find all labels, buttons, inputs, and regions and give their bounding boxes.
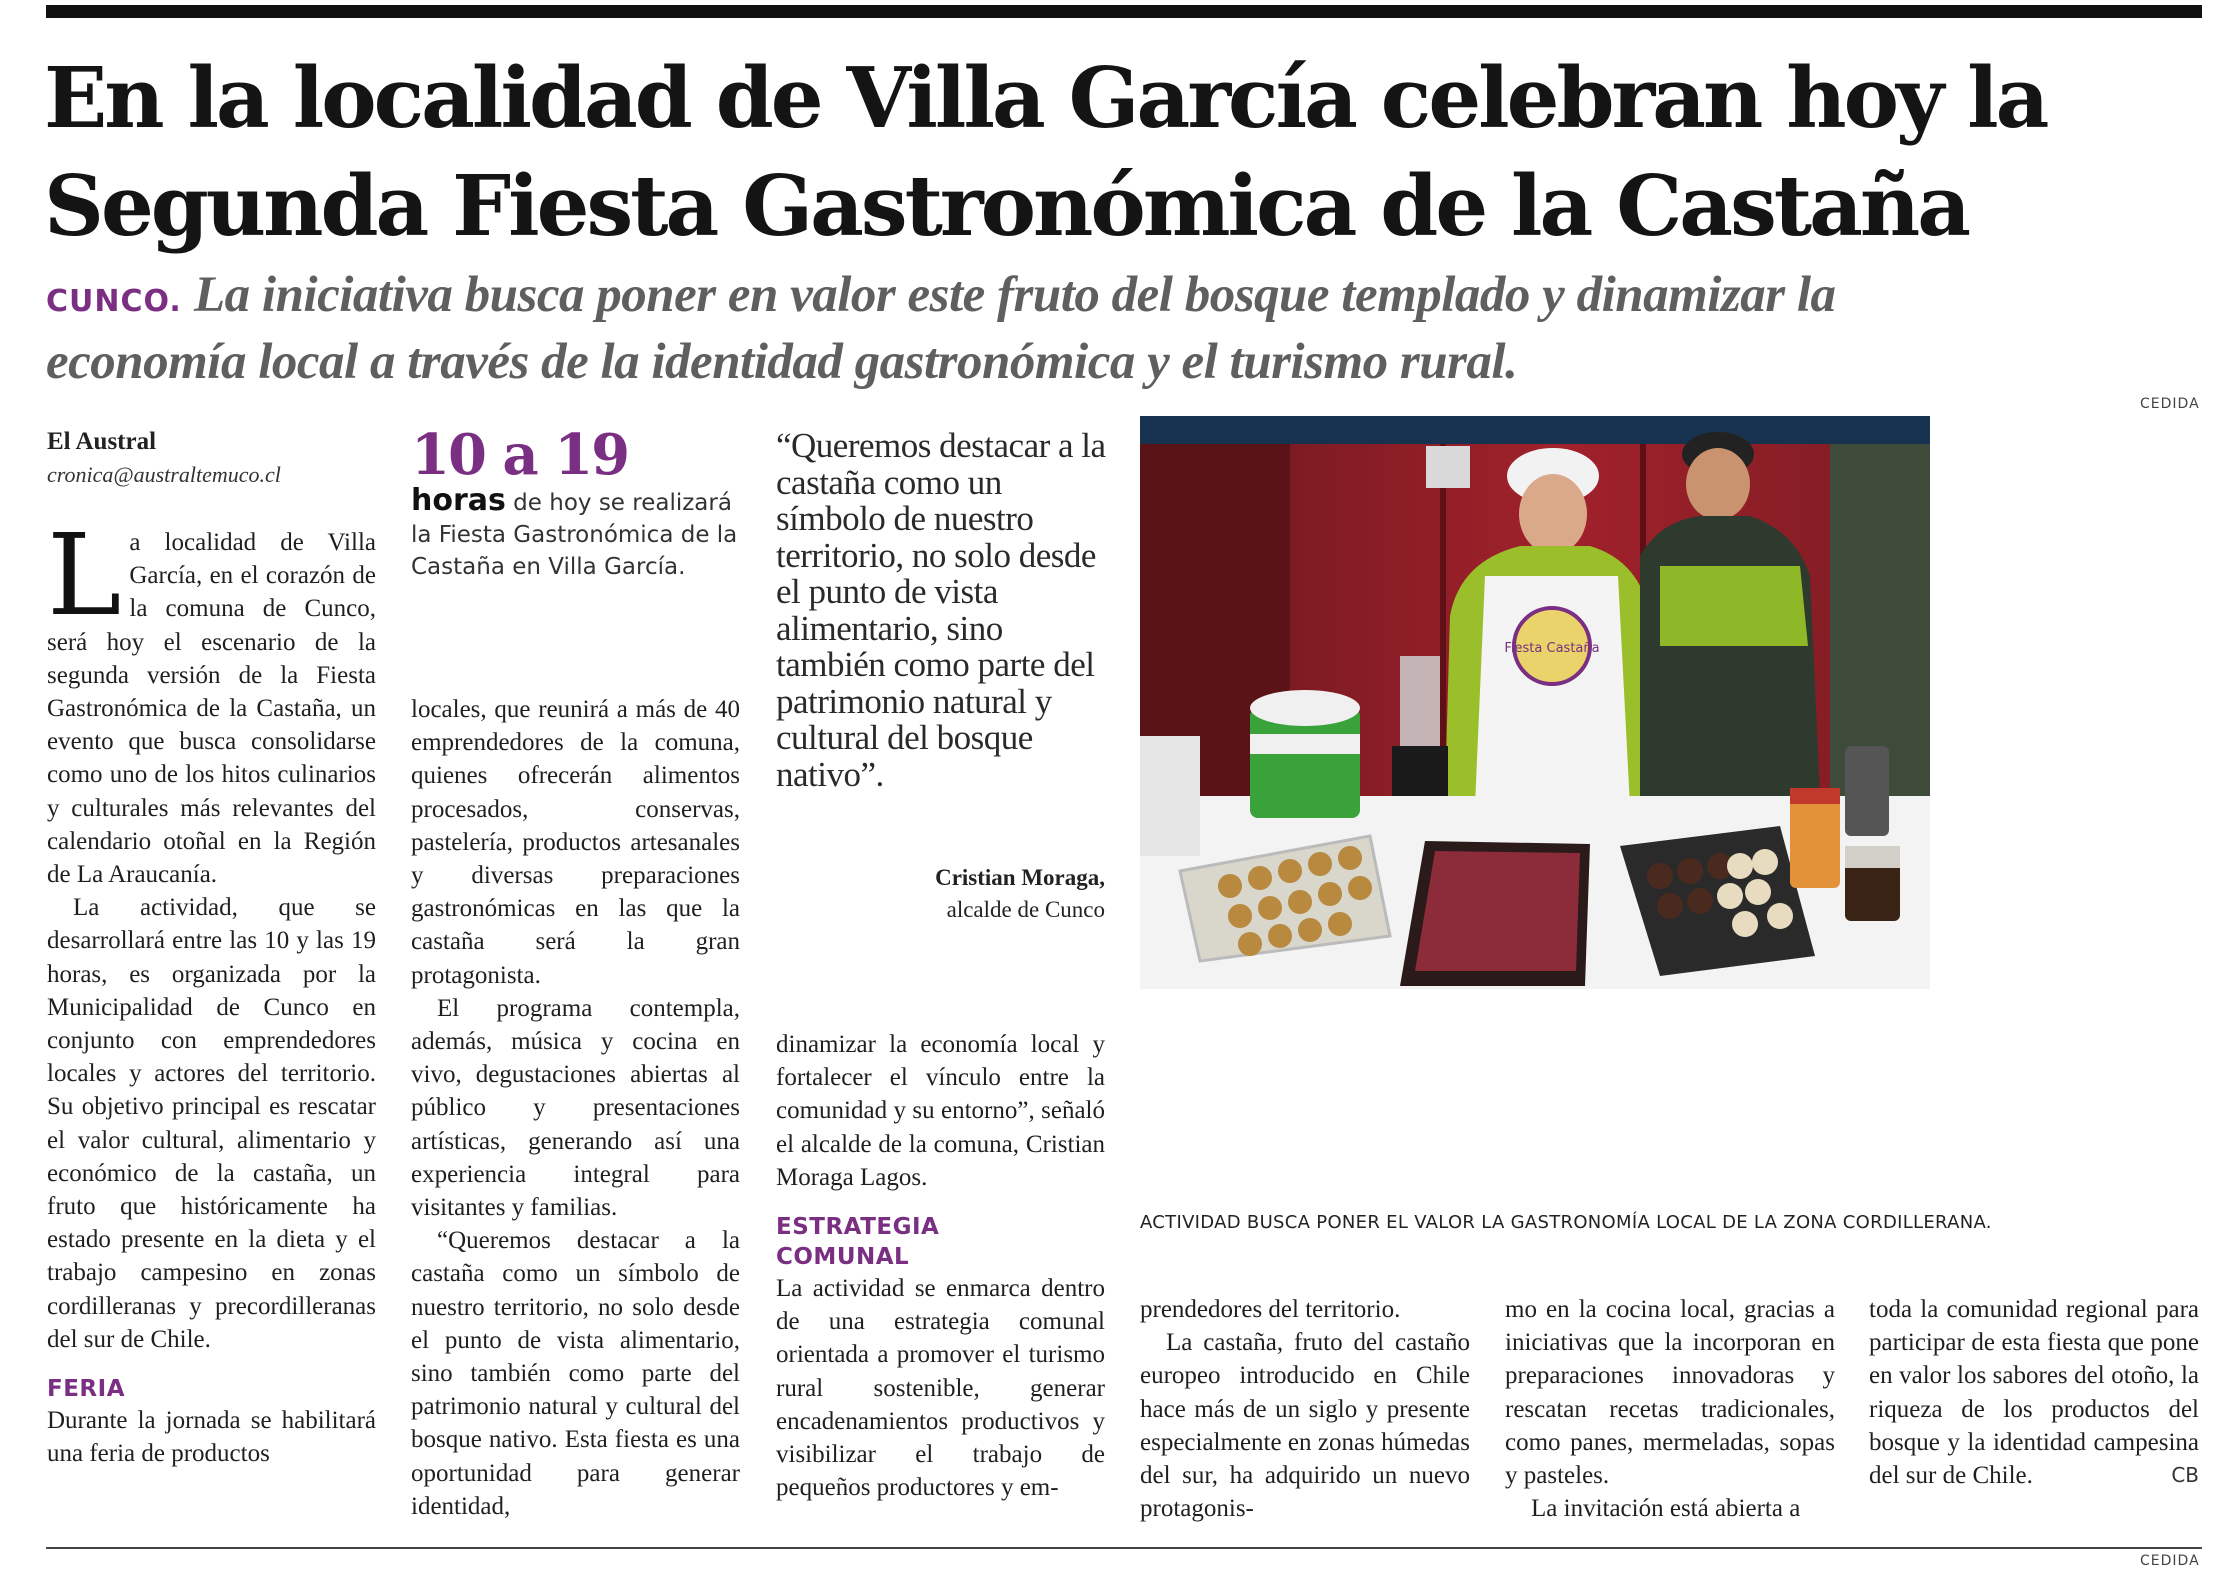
paragraph: El programa contempla, además, música y cocina en vivo, degustaciones abiertas al público y presentaciones artísticas, generando así una experiencia integral para visitantes y familias.: [411, 994, 740, 1222]
subhead-line-2: COMUNAL: [776, 1244, 910, 1271]
article-column-6: [1869, 1293, 2199, 1492]
fact-body: de hoy se realizará la Fiesta Gastronómica de la Castaña en Villa García.: [411, 490, 738, 580]
byline-author: El Austral: [47, 428, 157, 455]
article-column-1: [47, 511, 376, 1470]
headline-line-2: Segunda Fiesta Gastronómica de la Castaña: [44, 157, 1969, 255]
paragraph-text: toda la comunidad regional para participar de esta fiesta que pone en valor los sabores del otoño, la riqueza de los productos del bosque y la identidad campesina del sur de Chile.: [1869, 1296, 2199, 1490]
article-photo: [1140, 416, 1930, 989]
paragraph: prendedores del territorio.: [1140, 1296, 1401, 1323]
paragraph: locales, que reunirá a más de 40 emprendedores de la comuna, quienes ofrecerán alimentos procesados, conservas, pastelería, productos artesanales y diversas preparaciones gastronómicas en las que la castaña será la gran protagonista.: [411, 696, 740, 989]
photo-caption: ACTIVIDAD BUSCA PONER EL VALOR LA GASTRONOMÍA LOCAL DE LA ZONA CORDILLERANA.: [1140, 1212, 1992, 1233]
quote-author: Cristian Moraga,: [935, 865, 1105, 890]
byline-email: cronica@australtemuco.cl: [47, 462, 281, 487]
top-rule: [46, 5, 2202, 18]
pull-quote: “Queremos destacar a la castaña como un símbolo de nuestro territorio, no solo desde el punto de vista alimentario, sino también como parte del patrimonio natural y cultural del bosque nativo”.: [776, 426, 1106, 794]
paragraph: [47, 511, 376, 891]
article-column-2: [411, 693, 740, 1523]
headline: [44, 44, 2224, 260]
quote-attribution: [776, 862, 1105, 926]
end-mark: CB: [2171, 1463, 2199, 1488]
fact-box: [411, 422, 741, 583]
paragraph: La actividad, que se desarrollará entre las 10 y las 19 horas, es organizada por la Municipalidad de Cunco en conjunto con emprendedores locales y actores del territorio. Su objetivo principal es rescatar el valor cultural, alimentario y económico de la castaña, un fruto que históricamente ha estado presente en la dieta y el trabajo campesino en zonas cordilleranas y precordilleranas del sur de Chile.: [47, 894, 376, 1353]
article-column-5: [1505, 1293, 1835, 1525]
photo-credit-bottom: CEDIDA: [2140, 1553, 2200, 1569]
lead-kicker: CUNCO.: [46, 284, 182, 319]
paragraph: La castaña, fruto del castaño europeo introducido en Chile hace más de un siglo y presente especialmente en zonas húmedas del sur, ha adquirido un nuevo protagonis-: [1140, 1329, 1470, 1523]
drop-cap: L: [47, 511, 122, 641]
subhead-line-1: ESTRATEGIA: [776, 1214, 940, 1241]
lead-line-1: [46, 265, 2216, 332]
paragraph: La actividad se enmarca dentro de una estrategia comunal orientada a promover el turismo rural sostenible, generar encadenamientos productivos y visibilizar el trabajo de pequeños productores y em-: [776, 1275, 1105, 1502]
photo-credit-top: CEDIDA: [2140, 396, 2200, 412]
lead-text-1: La iniciativa busca poner en valor este fruto del bosque templado y dinamizar la: [194, 267, 1836, 323]
fact-bold: horas: [411, 483, 506, 518]
paragraph: mo en la cocina local, gracias a iniciativas que la incorporan en preparaciones innovadoras y rescatan recetas tradicionales, como panes, mermeladas, sopas y pasteles.: [1505, 1296, 1835, 1490]
paragraph-text: a localidad de Villa García, en el corazón de la comuna de Cunco, será hoy el escenario de la segunda versión de la Fiesta Gastronómica de la Castaña, un evento que busca consolidarse como uno de los hitos culinarios y culturales más relevantes del calendario otoñal en la Región de La Araucanía.: [47, 529, 376, 889]
article-column-4: [1140, 1293, 1470, 1525]
apron-logo-text: Fiesta Castaña: [1504, 641, 1600, 656]
paragraph: dinamizar la economía local y fortalecer el vínculo entre la comunidad y su entorno”, señaló el alcalde de la comuna, Cristian Moraga Lagos.: [776, 1031, 1105, 1191]
lead-paragraph: [46, 265, 2216, 392]
subhead-estrategia: [776, 1212, 1105, 1272]
paragraph: Durante la jornada se habilitará una feria de productos: [47, 1407, 376, 1468]
paragraph: La invitación está abierta a: [1531, 1495, 1801, 1523]
headline-line-1: En la localidad de Villa García celebran hoy la: [44, 49, 2047, 147]
paragraph: [1869, 1293, 2199, 1492]
photo-illustration: [1140, 416, 1930, 989]
bottom-rule: [46, 1547, 2202, 1549]
fact-text: [411, 485, 741, 583]
quote-role: alcalde de Cunco: [946, 897, 1105, 922]
lead-line-2: economía local a través de la identidad gastronómica y el turismo rural.: [46, 334, 1518, 390]
fact-number: 10 a 19: [411, 422, 629, 488]
paragraph: “Queremos destacar a la castaña como un símbolo de nuestro territorio, no solo desde el punto de vista alimentario, sino también como parte del patrimonio natural y cultural del bosque nativo. Esta fiesta es una oportunidad para generar identidad,: [411, 1227, 740, 1520]
subhead-feria: FERIA: [47, 1376, 125, 1403]
article-column-3: [776, 1028, 1105, 1504]
